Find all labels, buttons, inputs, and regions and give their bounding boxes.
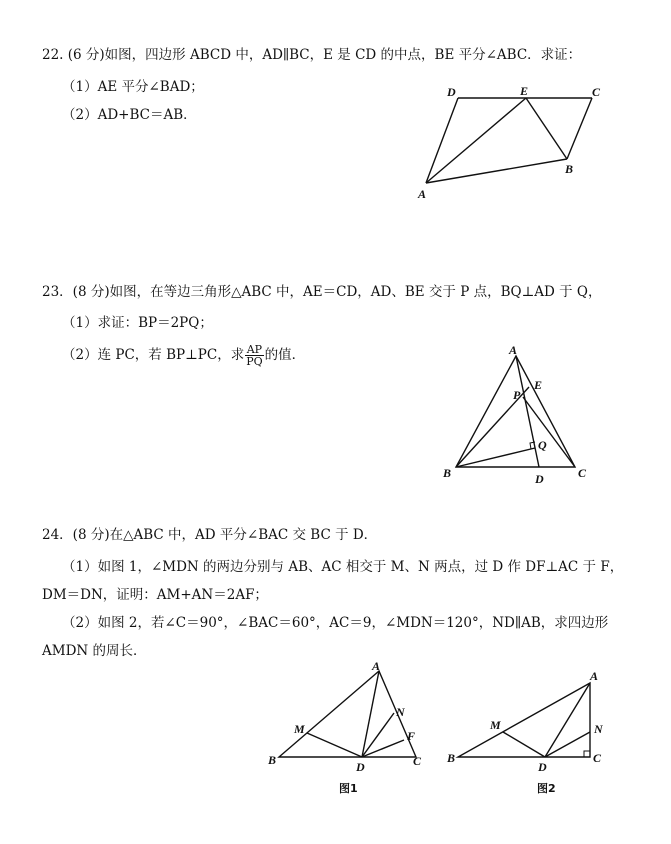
q23-label-P: P [513, 388, 521, 402]
q22-label-E: E [520, 84, 529, 98]
fig2-segment-MD [503, 732, 545, 757]
q22-segment-AE [426, 98, 526, 183]
q23-segment-BQ [456, 448, 535, 467]
q22-heading: 22. (6 分)如图，四边形 ABCD 中，AD∥BC，E 是 CD 的中点，BE 平分∠ABC．求证： [42, 47, 582, 63]
fig1-caption: 图1 [339, 782, 358, 795]
q24-part2-line2: AMDN 的周长． [42, 643, 147, 659]
q23-part2-prefix: （2）连 PC，若 BP⊥PC，求 [62, 347, 245, 363]
q23-label-C: C [578, 466, 587, 480]
q23-heading: 23．(8 分)如图，在等边三角形△ABC 中，AE＝CD，AD、BE 交于 P 点，BQ⊥AD 于 Q， [42, 284, 602, 300]
q24-figure-2 [446, 669, 604, 795]
q23-part2-suffix: 的值． [264, 347, 306, 363]
fig1-label-M: M [294, 722, 305, 736]
q23-segment-PC [523, 397, 575, 467]
fig2-label-N: N [594, 722, 603, 736]
q24-part1-line2: DM＝DN，证明：AM+AN＝2AF； [42, 587, 268, 603]
fig2-segment-AD [545, 683, 590, 757]
fig2-label-C: C [593, 751, 602, 765]
fig2-label-D: D [538, 760, 547, 774]
q22-label-C: C [592, 85, 601, 99]
fig2-segment-DN [545, 732, 590, 757]
q22-part1: （1）AE 平分∠BAD； [62, 79, 204, 95]
fig1-label-A: A [372, 659, 381, 673]
fig1-label-N: N [396, 705, 405, 719]
fig1-segment-MD [307, 733, 362, 757]
fig1-label-C: C [413, 754, 422, 768]
q22-figure [417, 84, 601, 201]
fig1-label-F: F [407, 729, 416, 743]
fig2-caption: 图2 [537, 782, 556, 795]
q24-heading: 24．(8 分)在△ABC 中，AD 平分∠BAC 交 BC 于 D． [42, 527, 378, 543]
q22-segment-EB [526, 98, 567, 159]
q24-part2-line1: （2）如图 2，若∠C＝90°，∠BAC＝60°，AC＝9，∠MDN＝120°，ND∥AB，求四边形 [62, 615, 609, 631]
fig2-right-angle-mark [584, 751, 590, 757]
q24-part1-line1: （1）如图 1，∠MDN 的两边分别与 AB、AC 相交于 M、N 两点，过 D 作 DF⊥AC 于 F， [62, 559, 624, 575]
fig1-label-B: B [268, 753, 277, 767]
q22-part2: （2）AD+BC＝AB． [62, 107, 197, 123]
q23-label-A: A [509, 343, 518, 357]
q22-label-A: A [418, 187, 427, 201]
q22-label-D: D [447, 85, 456, 99]
q23-label-B: B [443, 466, 452, 480]
q23-label-D: D [535, 472, 544, 486]
fig2-triangle-ABC [458, 683, 590, 757]
q23-label-E: E [534, 378, 543, 392]
fig2-label-B: B [447, 751, 456, 765]
q23-figure [442, 343, 587, 486]
fig2-label-A: A [590, 669, 599, 683]
q23-fraction-numerator: AP [246, 343, 263, 356]
q23-part1: （1）求证：BP＝2PQ； [62, 315, 213, 331]
q23-label-Q: Q [538, 438, 547, 452]
q23-triangle-ABC [456, 356, 575, 467]
q22-label-B: B [565, 162, 574, 176]
q24-figure-1 [267, 659, 422, 795]
q22-segment-AB [426, 159, 567, 183]
q23-fraction-denominator: PQ [246, 355, 263, 368]
fig1-label-D: D [356, 760, 365, 774]
q22-segment-CB [567, 98, 592, 159]
fig2-label-M: M [490, 718, 501, 732]
